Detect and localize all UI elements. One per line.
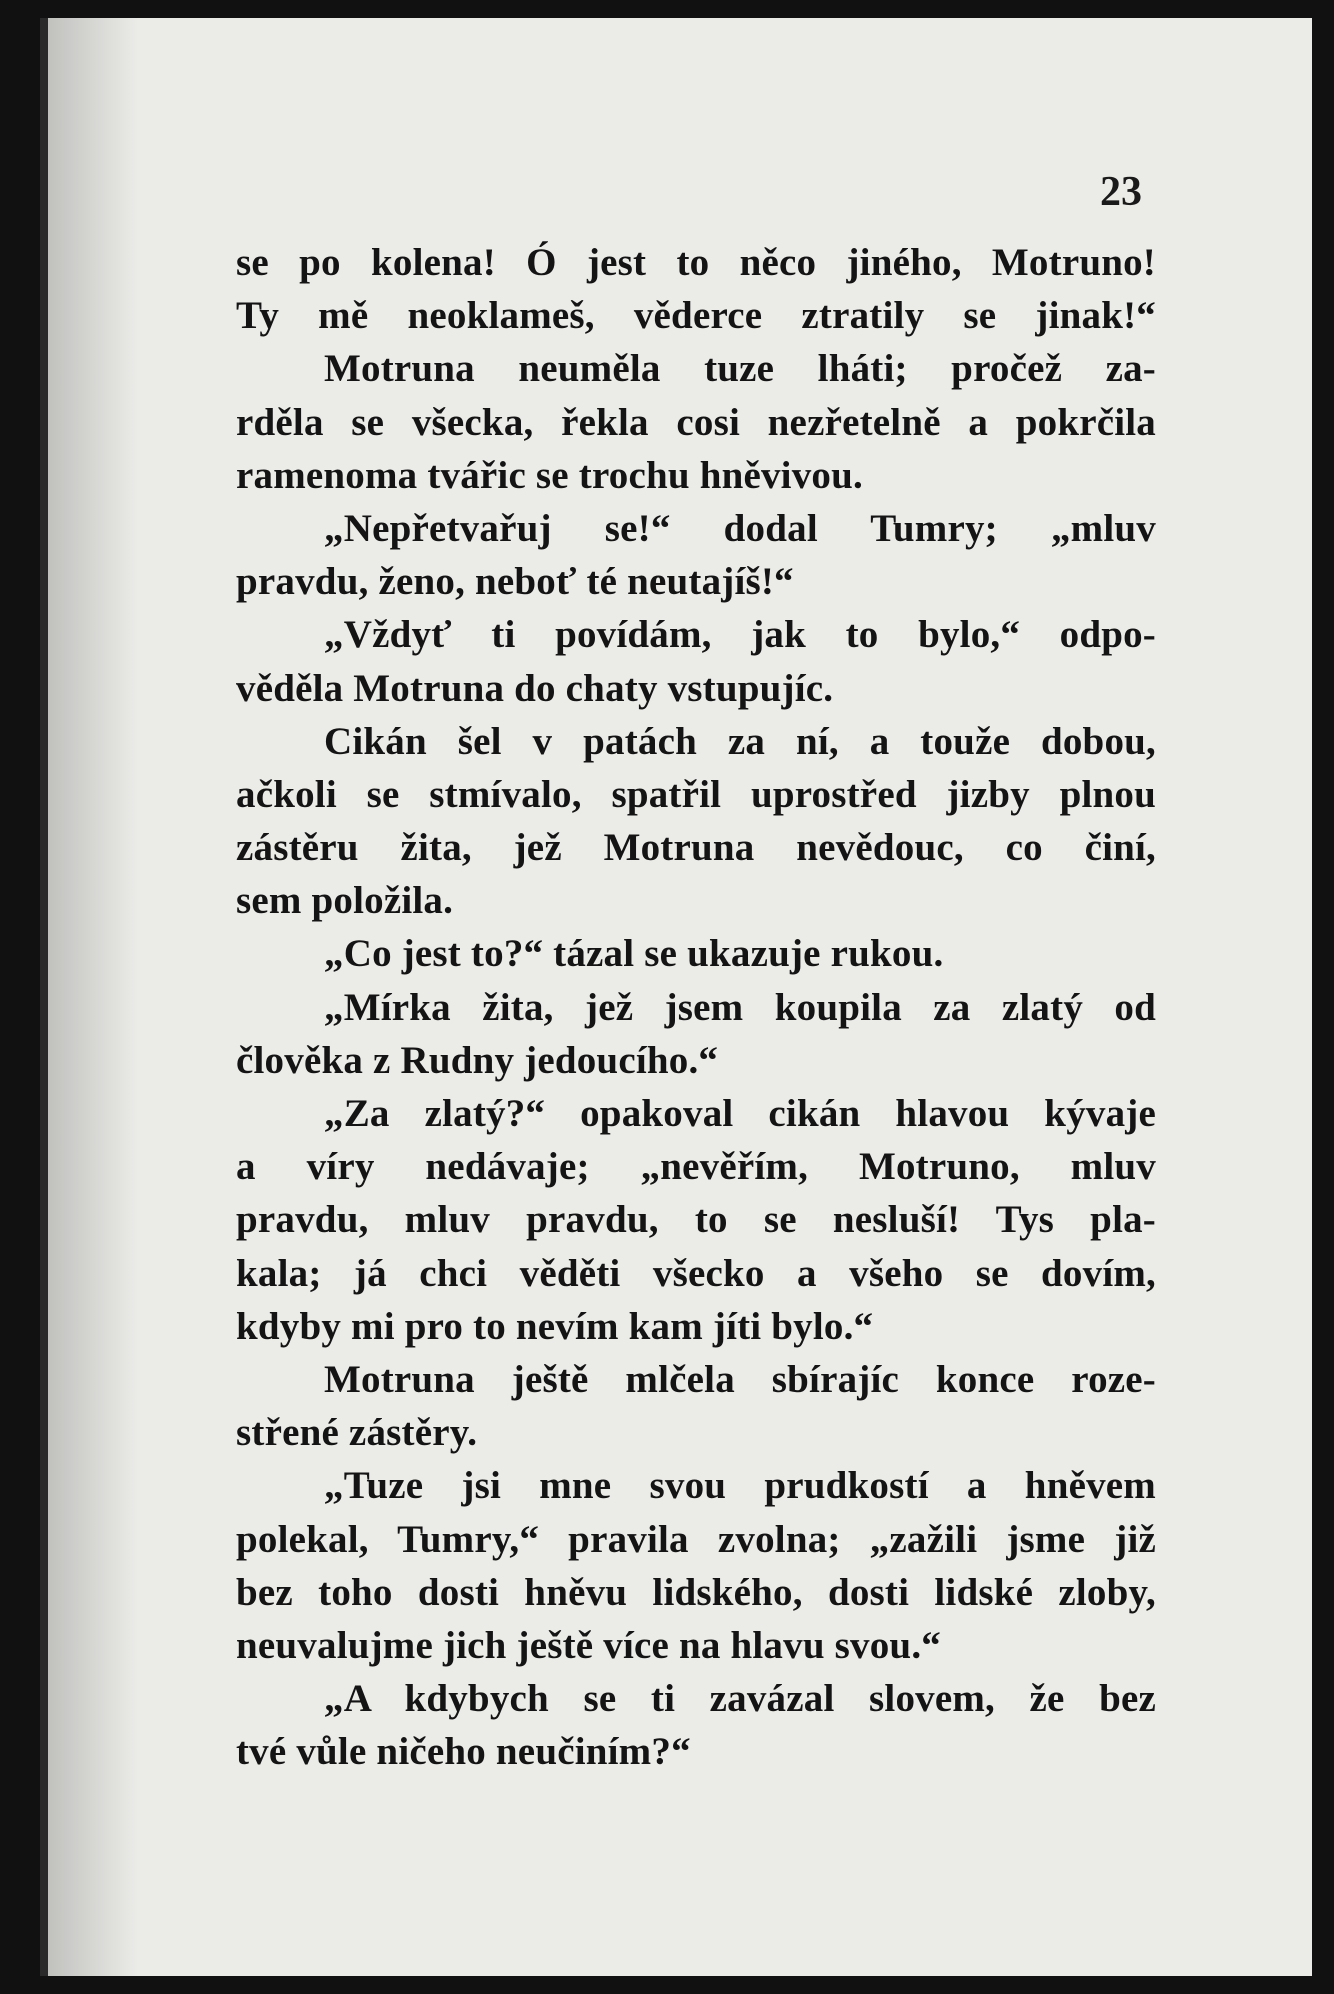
text-line: rděla se všecka, řekla cosi nezřetelně a pokrčila <box>236 400 1156 444</box>
page-number: 23 <box>1100 169 1142 215</box>
body-text <box>236 236 1156 1778</box>
text-line: kdyby mi pro to nevím kam jíti bylo.“ <box>236 1304 874 1348</box>
text-line: zástěru žita, jež Motruna nevědouc, co činí, <box>236 826 1156 870</box>
text-line: „Co jest to?“ tázal se ukazuje rukou. <box>324 932 944 976</box>
text-line: věděla Motruna do chaty vstupujíc. <box>236 666 834 710</box>
text-line: sem položila. <box>236 879 454 923</box>
text-line: pravdu, mluv pravdu, to se nesluší! Tys pla- <box>236 1198 1156 1242</box>
text-line: člověka z Rudny jedoucího.“ <box>236 1038 719 1082</box>
text-line: střené zástěry. <box>236 1411 478 1455</box>
text-line: polekal, Tumry,“ pravila zvolna; „zažili jsme již <box>236 1517 1156 1561</box>
text-line: „A kdybych se ti zavázal slovem, že bez <box>324 1677 1156 1721</box>
text-line: Ty mě neoklameš, věderce ztratily se jinak!“ <box>236 294 1156 338</box>
text-line: „Mírka žita, jež jsem koupila za zlatý od <box>324 985 1156 1029</box>
text-line: pravdu, ženo, neboť té neutajíš!“ <box>236 560 794 604</box>
text-line: Motruna ještě mlčela sbírajíc konce roze- <box>324 1357 1156 1401</box>
text-line: Motruna neuměla tuze lháti; pročež za- <box>324 347 1156 391</box>
book-page <box>40 18 1312 1976</box>
text-line: „Nepřetvařuj se!“ dodal Tumry; „mluv <box>324 506 1156 550</box>
text-line: ačkoli se stmívalo, spatřil uprostřed jizby plnou <box>236 772 1156 816</box>
text-line: neuvalujme jich ještě více na hlavu svou.“ <box>236 1623 941 1667</box>
text-line: tvé vůle ničeho neučiním?“ <box>236 1730 691 1774</box>
text-line: Cikán šel v patách za ní, a touže dobou, <box>324 719 1156 763</box>
text-line: „Vždyť ti povídám, jak to bylo,“ odpo- <box>324 613 1156 657</box>
text-line: a víry nedávaje; „nevěřím, Motruno, mluv <box>236 1145 1156 1189</box>
text-line: bez toho dosti hněvu lidského, dosti lidské zloby, <box>236 1570 1156 1614</box>
text-line: „Tuze jsi mne svou prudkostí a hněvem <box>324 1464 1156 1508</box>
text-line: ramenoma tvářic se trochu hněvivou. <box>236 453 863 497</box>
text-line: kala; já chci věděti všecko a všeho se dovím, <box>236 1251 1156 1295</box>
binding-shadow <box>48 18 138 1976</box>
text-line: se po kolena! Ó jest to něco jiného, Motruno! <box>236 241 1156 284</box>
text-line: „Za zlatý?“ opakoval cikán hlavou kývaje <box>324 1092 1156 1135</box>
